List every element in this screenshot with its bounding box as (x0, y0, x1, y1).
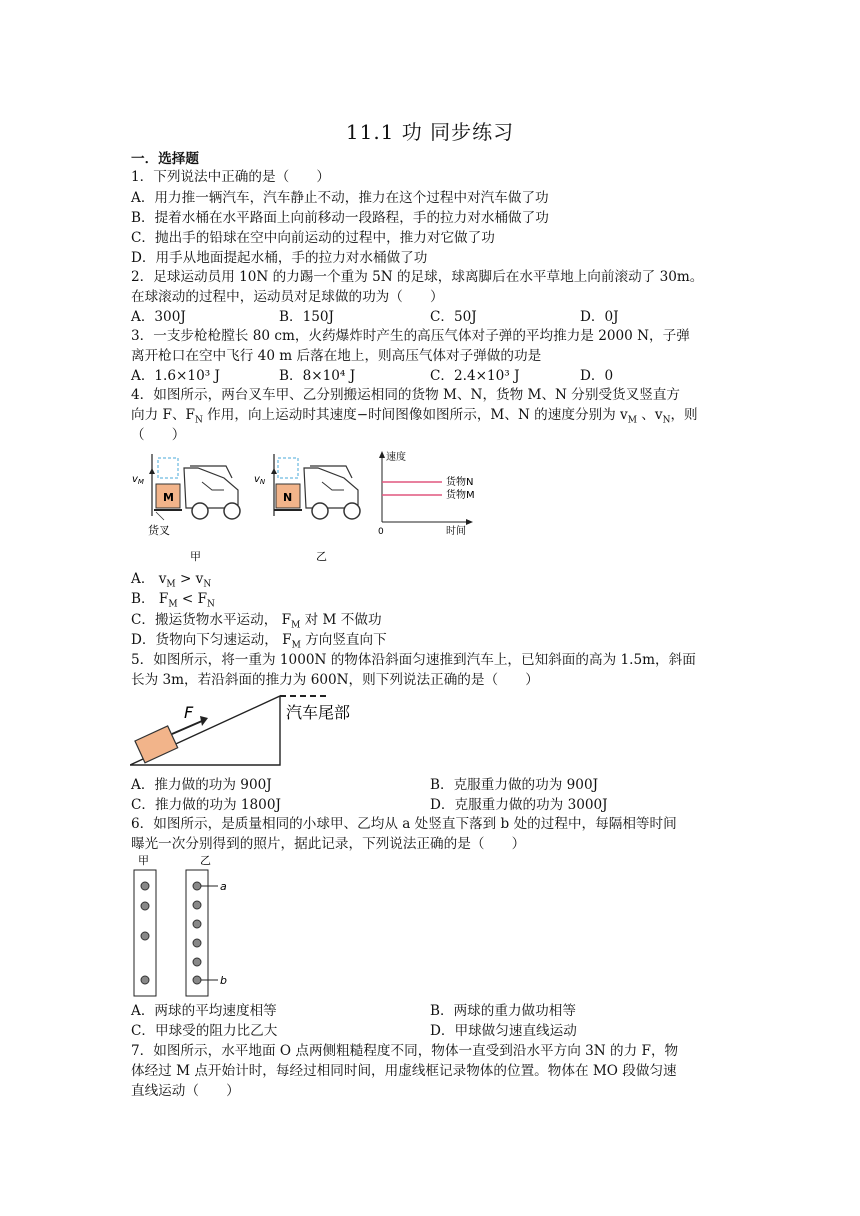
q3-option-a: A．1.6×10³ J (131, 368, 220, 384)
page-title: 11.1 功 同步练习 (345, 120, 515, 144)
svg-text:货物N: 货物N (446, 477, 474, 488)
q4-option-d: D．货物向下匀速运动， $F_M$ 方向竖直向下 (131, 632, 387, 651)
q2-stem-line2: 在球滚动的过程中，运动员对足球做的功为（ ） (131, 289, 444, 305)
q4-vt-chart (378, 450, 475, 537)
q2-option-b: B．150J (279, 309, 334, 325)
q4-option-b: B． $F_M < F_N$ (131, 591, 215, 610)
q4-stem-line2: 向力 F、$F_N$ 作用，向上运动时其速度−时间图像如图所示，M、N 的速度分别为 $v_M$ 、$v_N$，则 (131, 407, 698, 426)
q2-stem-line1: 2．足球运动员用 10N 的力踢一个重为 5N 的足球，球离脚后在水平草地上向前滚动了 30m。 (131, 269, 704, 285)
svg-text:乙: 乙 (200, 854, 211, 867)
svg-text:M: M (163, 491, 174, 504)
q1-option-d: D．用手从地面提起水桶，手的拉力对水桶做了功 (131, 250, 428, 266)
q5-option-c: C．推力做的功为 1800J (131, 797, 281, 813)
q4-stem-line3: （ ） (131, 427, 186, 443)
q3-option-d: D．0 (580, 368, 614, 384)
svg-text:时间: 时间 (446, 526, 466, 537)
q1-option-c: C．抛出手的铅球在空中向前运动的过程中，推力对它做了功 (131, 230, 495, 246)
q5-option-d: D．克服重力做的功为 3000J (430, 797, 608, 813)
q6-option-c: C．甲球受的阻力比乙大 (131, 1023, 278, 1039)
q2-option-a: A．300J (131, 309, 186, 325)
svg-text:货物M: 货物M (446, 490, 475, 501)
svg-text:乙: 乙 (316, 550, 327, 563)
q6-option-d: D．甲球做匀速直线运动 (430, 1023, 577, 1039)
svg-text:a: a (220, 880, 227, 893)
q5-stem-line2: 长为 3m，若沿斜面的推力为 600N，则下列说法正确的是（ ） (131, 672, 539, 688)
q3-option-c: C．2.4×10³ J (430, 368, 520, 384)
q7-stem-line3: 直线运动（ ） (131, 1083, 240, 1099)
svg-text:甲: 甲 (190, 550, 201, 563)
svg-text:甲: 甲 (138, 854, 149, 867)
q5-figure (130, 690, 370, 768)
svg-text:汽车尾部: 汽车尾部 (286, 703, 351, 722)
q5-option-b: B．克服重力做的功为 900J (430, 777, 599, 793)
q3-option-b: B．8×10⁴ J (279, 368, 356, 384)
svg-text:0: 0 (378, 527, 384, 537)
q1-option-a: A．用力推一辆汽车，汽车静止不动，推力在这个过程中对汽车做了功 (131, 190, 549, 206)
q4-figure (128, 448, 488, 568)
q5-stem-line1: 5．如图所示，将一重为 1000N 的物体沿斜面匀速推到汽车上，已知斜面的高为 1.5m，斜面 (131, 652, 696, 668)
q6-stem-line1: 6．如图所示，是质量相同的小球甲、乙均从 a 处竖直下落到 b 处的过程中，每隔相等时间 (131, 816, 677, 832)
vN-label: $v_N$ (254, 474, 266, 486)
svg-text:b: b (220, 974, 227, 987)
vM-label: $v_M$ (132, 474, 144, 486)
q3-stem-line2: 离开枪口在空中飞行 40 m 后落在地上，则高压气体对子弹做的功是 (131, 348, 542, 364)
q7-stem-line1: 7．如图所示，水平地面 O 点两侧粗糙程度不同，物体一直受到沿水平方向 3N 的力 F，物 (131, 1043, 679, 1059)
force-arrow (172, 721, 202, 734)
q4-option-c: C．搬运货物水平运动， $F_M$ 对 M 不做功 (131, 612, 382, 631)
q2-option-c: C．50J (430, 309, 477, 325)
forklift-jia (132, 454, 240, 537)
q4-stem-line1: 4．如图所示，两台叉车甲、乙分别搬运相同的货物 M、N，货物 M、N 分别受货叉竖直方 (131, 387, 681, 403)
q1-stem: 1．下列说法中正确的是（ ） (131, 169, 330, 185)
box-on-incline (135, 726, 178, 763)
q7-stem-line2: 体经过 M 点开始计时，每经过相同时间，用虚线框记录物体的位置。物体在 MO 段做匀速 (131, 1063, 677, 1079)
svg-text:N: N (283, 491, 293, 504)
q6-option-a: A．两球的平均速度相等 (131, 1003, 277, 1019)
q6-option-b: B．两球的重力做功相等 (430, 1003, 576, 1019)
q6-figure (130, 852, 250, 1000)
q4-option-a: A． $v_M > v_N$ (131, 571, 212, 590)
q2-option-d: D．0J (580, 309, 619, 325)
svg-text:货叉: 货叉 (148, 524, 170, 537)
section-heading: 一．选择题 (131, 151, 199, 167)
svg-text:速度: 速度 (386, 452, 406, 463)
q3-stem-line1: 3．一支步枪枪膛长 80 cm，火药爆炸时产生的高压气体对子弹的平均推力是 2000 N，子弹 (131, 328, 690, 344)
q1-option-b: B．提着水桶在水平路面上向前移动一段路程，手的拉力对水桶做了功 (131, 210, 549, 226)
forklift-yi (254, 454, 360, 519)
svg-text:F: F (184, 703, 194, 722)
q5-option-a: A．推力做的功为 900J (131, 777, 272, 793)
q6-stem-line2: 曝光一次分别得到的照片，据此记录，下列说法正确的是（ ） (131, 836, 526, 852)
